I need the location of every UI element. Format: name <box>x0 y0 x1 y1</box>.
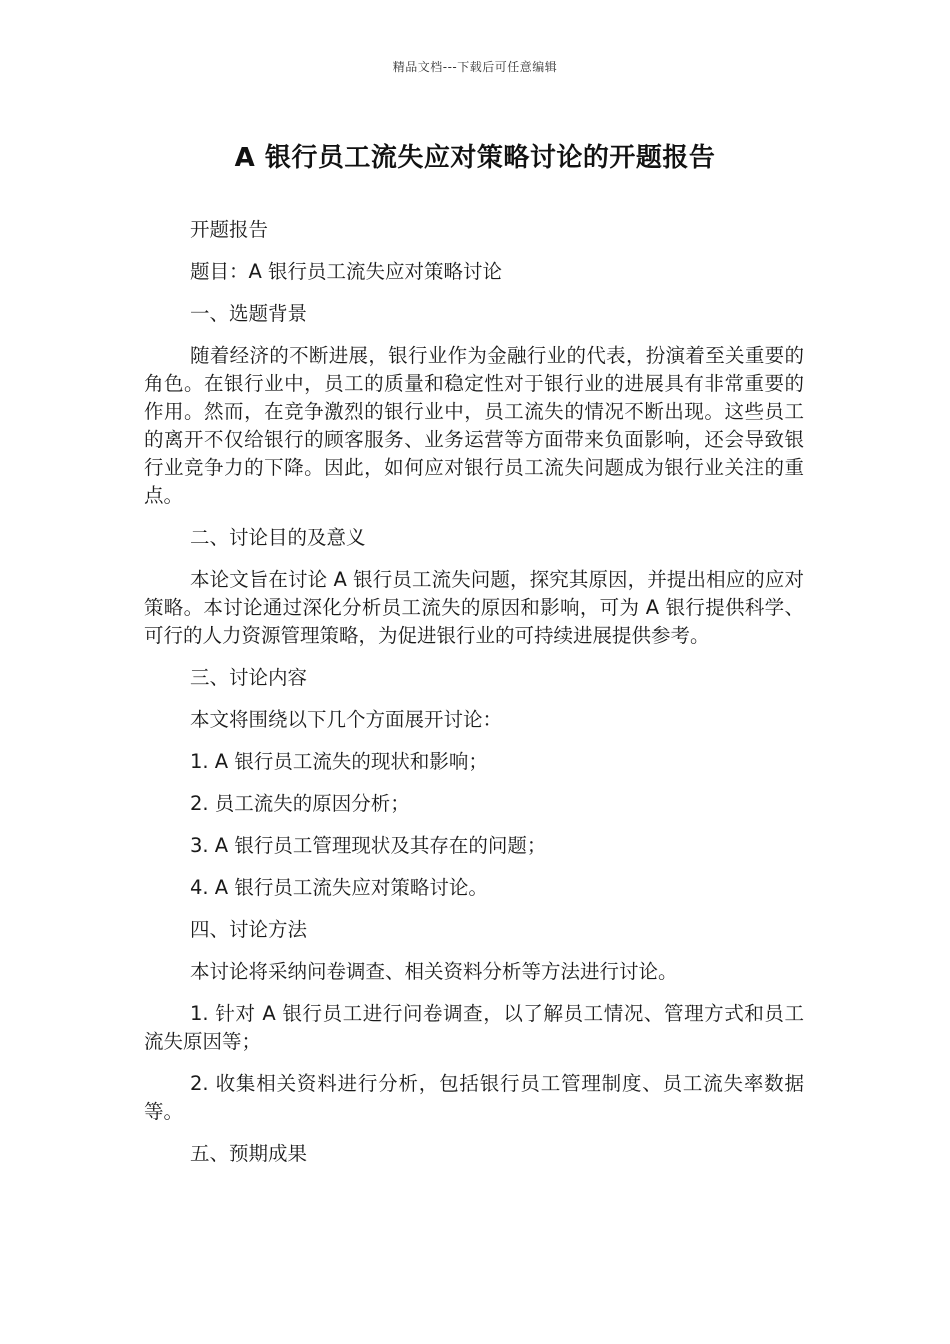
paragraph-content-intro: 本文将围绕以下几个方面展开讨论： <box>190 708 503 731</box>
section-heading-purpose: 二、讨论目的及意义 <box>190 526 366 549</box>
list-item: 4. A 银行员工流失应对策略讨论。 <box>190 876 488 899</box>
section-heading-expected-results: 五、预期成果 <box>190 1142 308 1165</box>
list-item: 2. 收集相关资料进行分析，包括银行员工管理制度、员工流失率数据等。 <box>144 1072 804 1123</box>
paragraph-method-intro: 本讨论将采纳问卷调查、相关资料分析等方法进行讨论。 <box>190 960 678 983</box>
list-item: 1. A 银行员工流失的现状和影响； <box>190 750 488 773</box>
list-item: 2. 员工流失的原因分析； <box>190 792 410 815</box>
section-heading-background: 一、选题背景 <box>190 302 308 325</box>
header-note: 精品文档---下载后可任意编辑 <box>392 60 558 74</box>
document-body <box>144 216 804 1182</box>
heading-report: 开题报告 <box>190 218 269 241</box>
section-heading-content: 三、讨论内容 <box>190 666 308 689</box>
list-item: 1. 针对 A 银行员工进行问卷调查，以了解员工情况、管理方式和员工流失原因等； <box>144 1002 804 1053</box>
paragraph-background: 随着经济的不断进展，银行业作为金融行业的代表，扮演着至关重要的角色。在银行业中，员工的质量和稳定性对于银行业的进展具有非常重要的作用。然而，在竞争激烈的银行业中，员工流失的情况不断出现。这些员工的离开不仅给银行的顾客服务、业务运营等方面带来负面影响，还会导致银行业竞争力的下降。因此，如何应对银行员工流失问题成为银行业关注的重点。 <box>144 344 804 507</box>
list-item: 3. A 银行员工管理现状及其存在的问题； <box>190 834 547 857</box>
document-title: A 银行员工流失应对策略讨论的开题报告 <box>234 143 716 173</box>
topic-line: 题目：A 银行员工流失应对策略讨论 <box>190 260 503 283</box>
section-heading-method: 四、讨论方法 <box>190 918 308 941</box>
paragraph-purpose: 本论文旨在讨论 A 银行员工流失问题，探究其原因，并提出相应的应对策略。本讨论通过深化分析员工流失的原因和影响，可为 A 银行提供科学、可行的人力资源管理策略，为促进银行业的可持续进展提供参考。 <box>144 568 804 647</box>
